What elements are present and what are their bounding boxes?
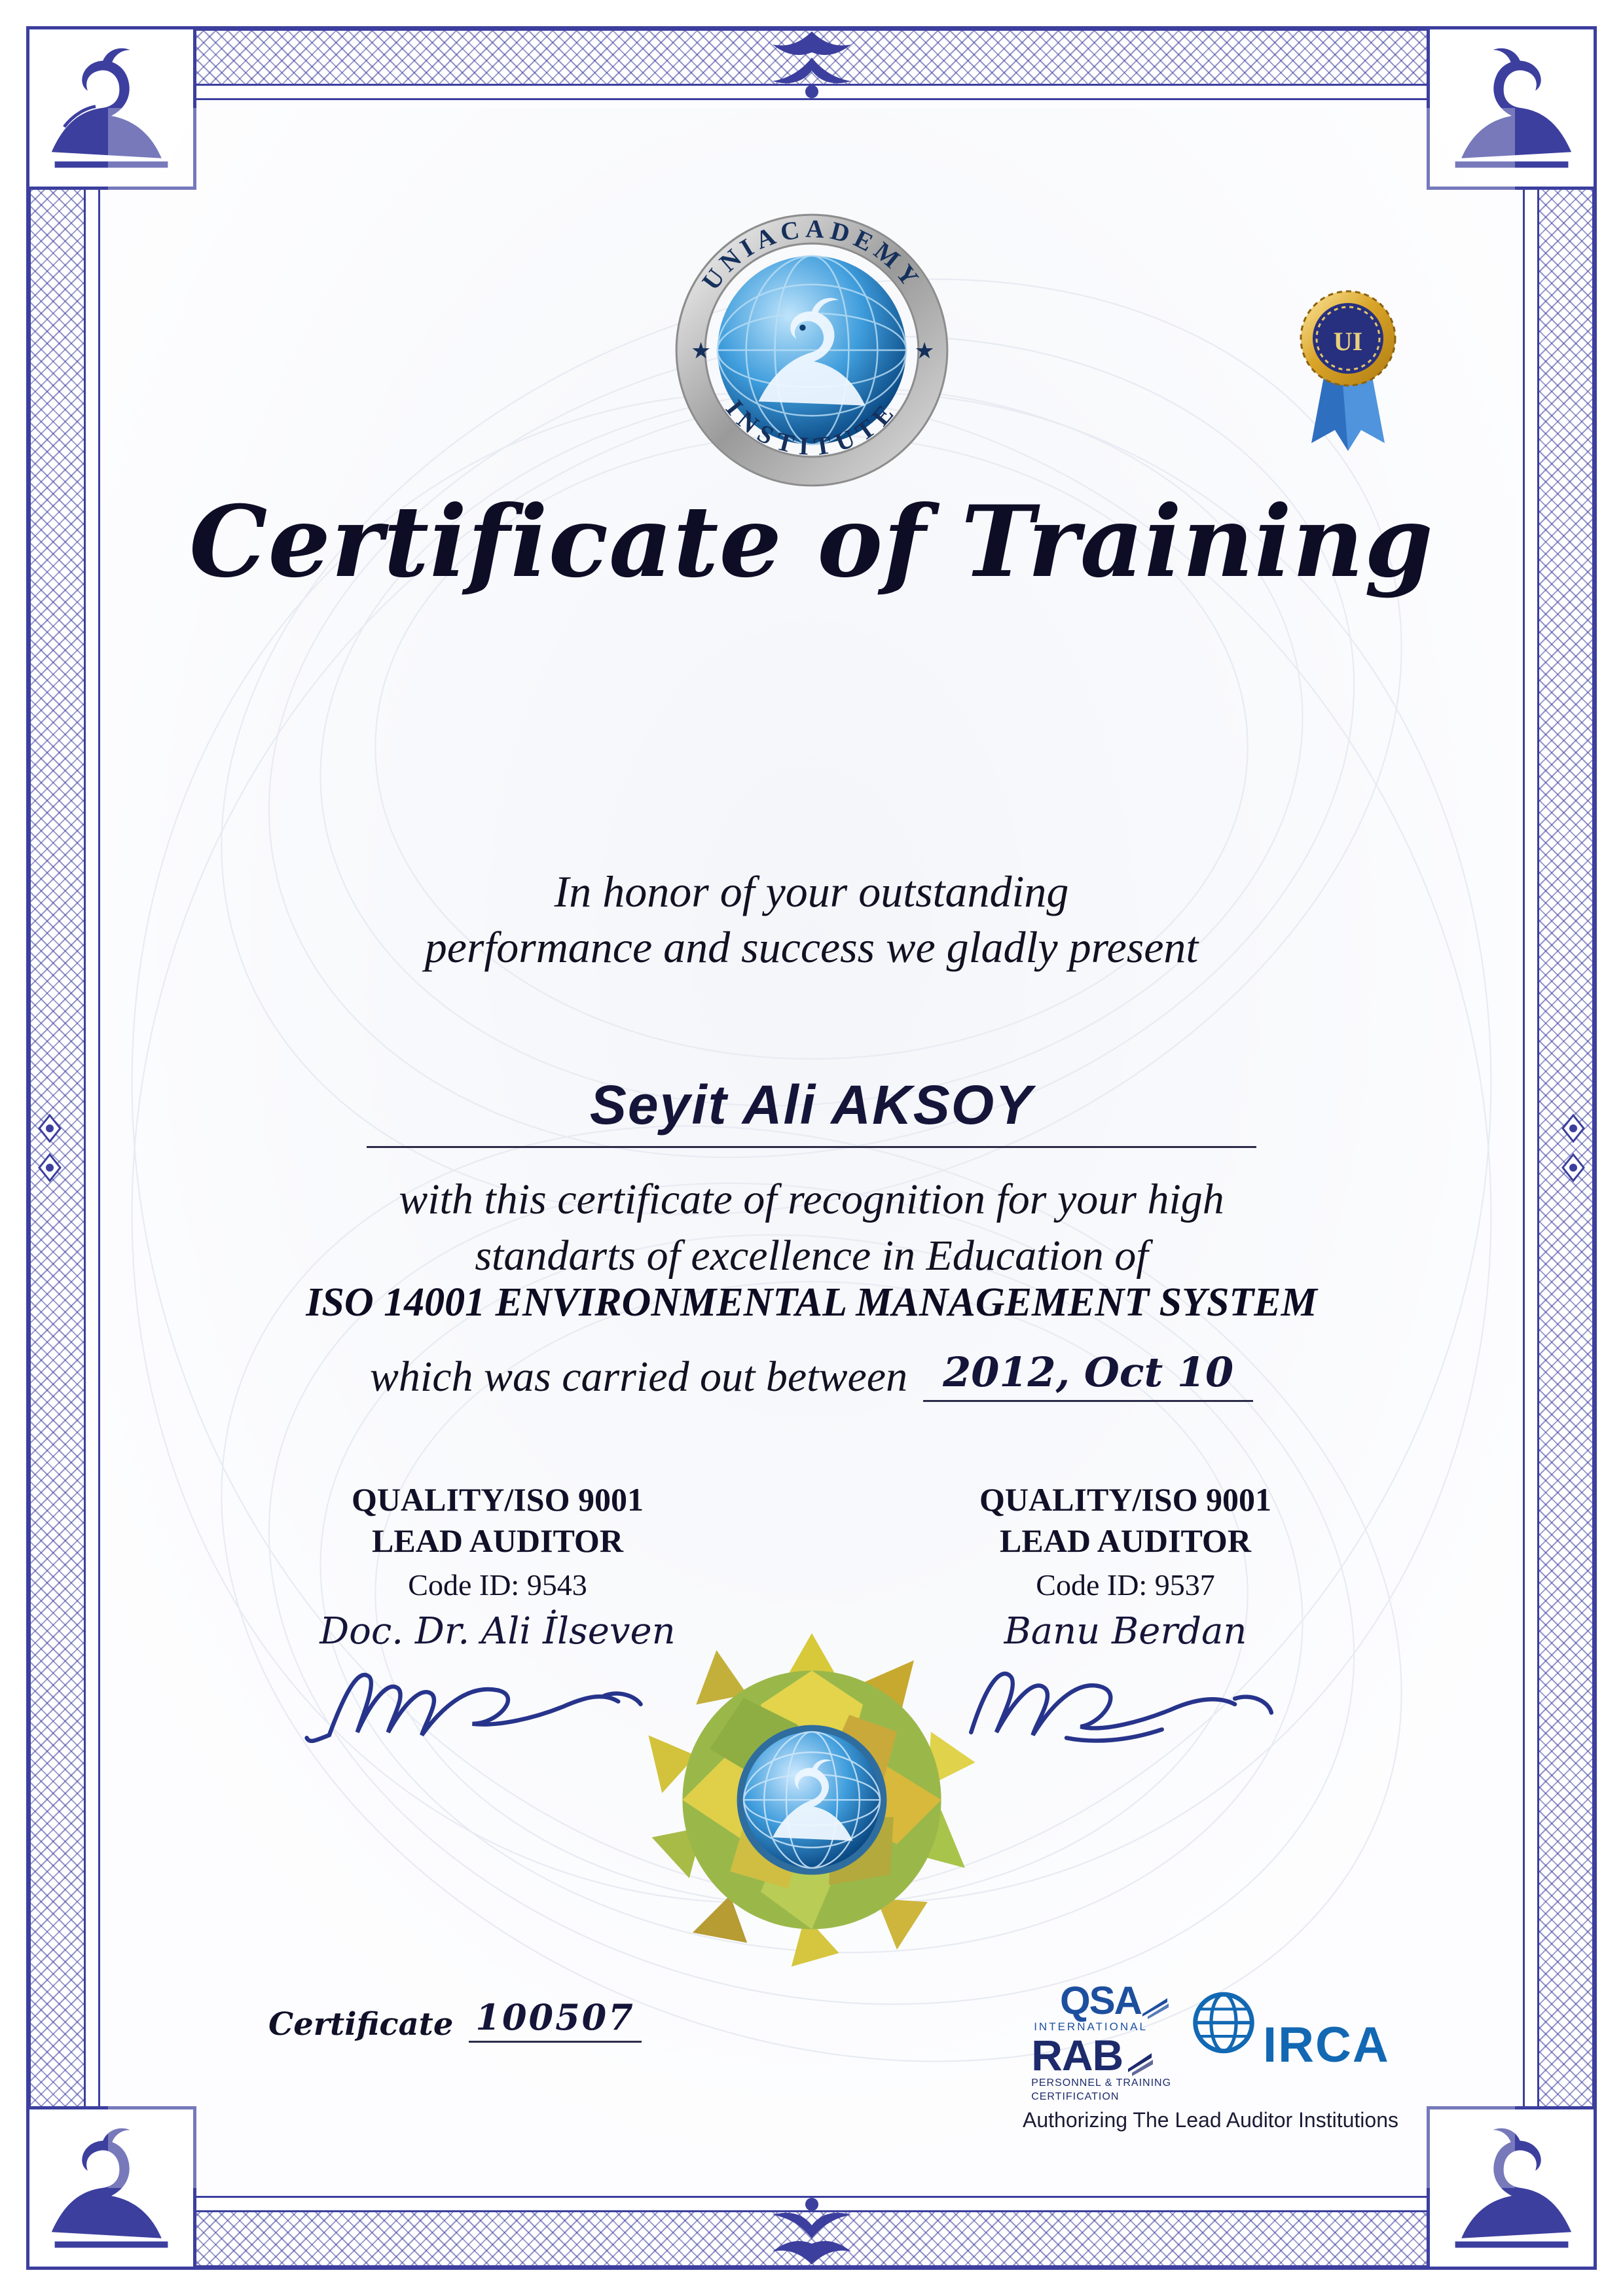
- gold-award-seal: [1283, 278, 1413, 475]
- recognition-line-2: standarts of excellence in Education of: [475, 1231, 1148, 1280]
- recognition-line-1: with this certificate of recognition for your high: [399, 1175, 1224, 1223]
- side-motif-left: [30, 1109, 69, 1187]
- rab-text: RAB: [1031, 2031, 1123, 2080]
- holographic-rosette-seal: [642, 1630, 982, 1970]
- irca-text: IRCA: [1263, 2017, 1390, 2073]
- signature-right-code: Code ID: 9537: [1036, 1568, 1215, 1602]
- recipient-name: Seyit Ali AKSOY: [367, 1073, 1256, 1148]
- uniacademy-institute-logo: [658, 196, 966, 504]
- accreditation-caption: Authorizing The Lead Auditor Institutions: [1023, 2108, 1398, 2132]
- course-date-value: 2012, Oct 10: [923, 1348, 1253, 1402]
- honor-line-2: performance and success we gladly present: [424, 922, 1199, 972]
- signature-left-title-line-2: LEAD AUDITOR: [372, 1522, 623, 1559]
- logo-top-text: UNIACADEMY: [696, 215, 927, 296]
- signature-right-name: Banu Berdan: [1004, 1610, 1247, 1653]
- signature-left-name: Doc. Dr. Ali İlseven: [319, 1610, 676, 1653]
- rab-subtext-2: CERTIFICATION: [1031, 2091, 1120, 2103]
- certificate-number-row: [268, 1996, 642, 2043]
- signature-left-code: Code ID: 9543: [408, 1568, 587, 1602]
- flourish-top-center: [707, 26, 917, 105]
- logo-bottom-text: INSTITUTE: [720, 394, 903, 461]
- honor-line-1: In honor of your outstanding: [554, 867, 1069, 916]
- accreditation-logos: [1008, 1967, 1413, 2104]
- certificate-number-label: Certificate: [268, 2006, 454, 2043]
- accreditation-block: [1008, 1967, 1413, 2132]
- flourish-bottom-center: [707, 2191, 917, 2270]
- signature-left-title-line-1: QUALITY/ISO 9001: [352, 1481, 644, 1518]
- signature-right-title-line-1: QUALITY/ISO 9001: [979, 1481, 1271, 1518]
- qsa-swoosh-icon: [1141, 1994, 1171, 2020]
- rab-swoosh-icon: [1127, 2051, 1156, 2077]
- qsa-text: QSA: [1059, 1979, 1142, 2023]
- logo-star-right: ★: [914, 338, 935, 364]
- irca-logo: [1190, 1986, 1390, 2104]
- certificate-number-value: 100507: [469, 1996, 641, 2043]
- certificate-content: [118, 118, 1505, 2178]
- rab-subtext-1: PERSONNEL & TRAINING: [1031, 2077, 1172, 2089]
- recognition-text: [118, 1172, 1505, 1284]
- signature-right-title-line-2: LEAD AUDITOR: [1000, 1522, 1251, 1559]
- irca-globe-icon: [1190, 1986, 1258, 2104]
- rab-qsa-logo: [1031, 1981, 1171, 2104]
- certificate-title: Certificate of Training: [189, 484, 1434, 600]
- standard-name: ISO 14001 ENVIRONMENTAL MANAGEMENT SYSTEM: [306, 1280, 1317, 1325]
- honor-text: [118, 864, 1505, 975]
- course-date-label: which was carried out between: [369, 1353, 908, 1401]
- side-motif-right: [1554, 1109, 1593, 1187]
- logo-star-left: ★: [690, 338, 711, 364]
- seal-monogram: UI: [1333, 327, 1363, 356]
- course-date-row: [118, 1348, 1505, 1402]
- qsa-subtext: INTERNATIONAL: [1034, 2020, 1148, 2034]
